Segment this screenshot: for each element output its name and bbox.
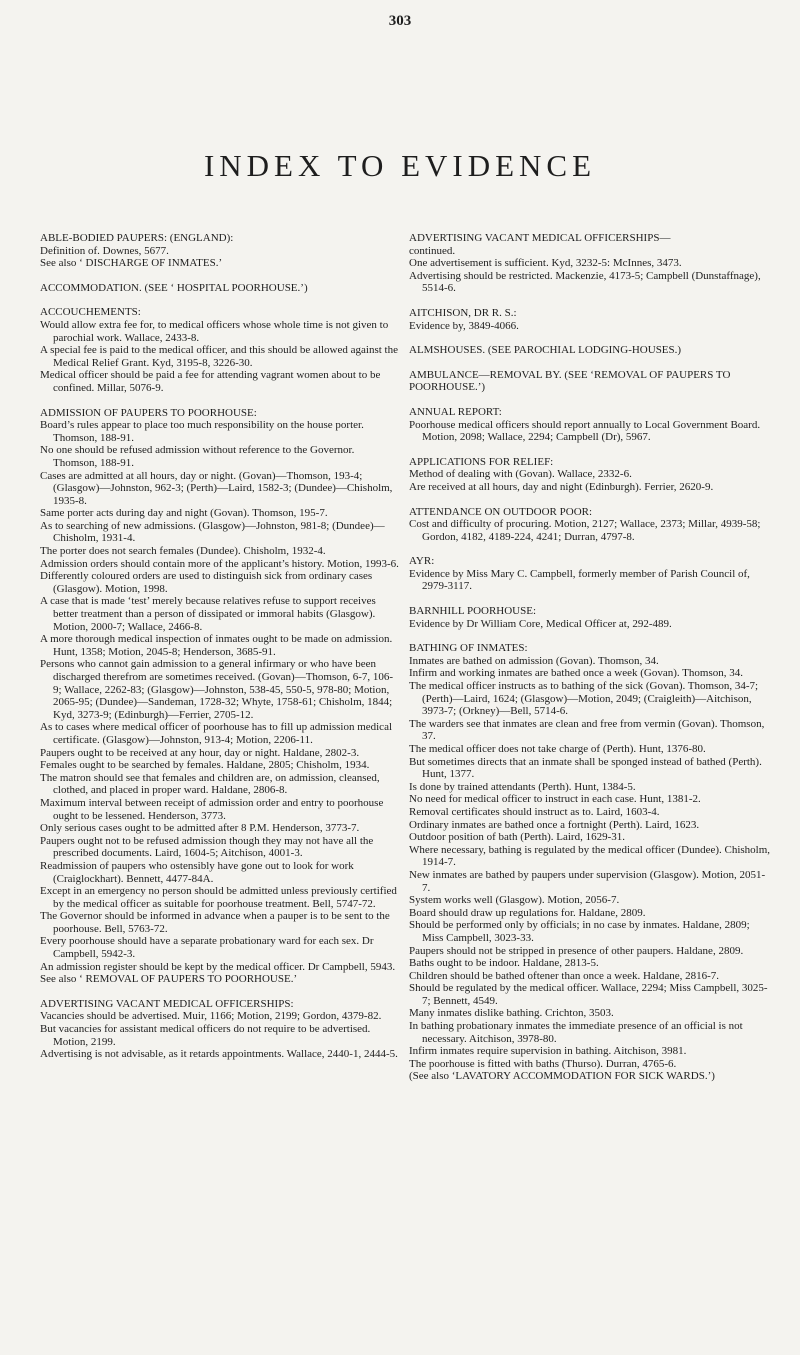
entry-line: Where necessary, bathing is regulated by the medical officer (Dundee). Chisholm, 1914-7. [409, 843, 771, 869]
entry-line: Only serious cases ought to be admitted after 8 P.M. Henderson, 3773-7. [40, 822, 360, 835]
entry-line: Cost and difficulty of procuring. Motion, 2127; Wallace, 2373; Millar, 4939-58; Gordon, 4182, 4189-224, 4241; Durran, 4797-8. [409, 518, 761, 543]
entry-line: Would allow extra fee for, to medical officers whose whole time is not given to parochial work. Wallace, 2433-8. [40, 318, 389, 344]
entry-line: But vacancies for assistant medical officers do not require to be advertised. Motion, 2199. [40, 1023, 371, 1048]
entry-line: Infirm inmates require supervision in bathing. Aitchison, 3981. [409, 1045, 687, 1058]
index-entry [409, 369, 771, 394]
entry-line: (See also ‘LAVATORY ACCOMMODATION FOR SICK WARDS.’) [409, 1070, 715, 1083]
entry-line: The matron should see that females and children are, on admission, cleansed, clothed, and placed in proper ward. Haldane, 2806-8. [40, 771, 380, 797]
entry-line: Cases are admitted at all hours, day or night. (Govan)—Thomson, 193-4; (Glasgow)—Johnston, 962-3; (Perth)—Laird, 1582-3; (Dundee)—Chisholm, 1935-8. [40, 469, 393, 507]
index-entry [409, 232, 771, 295]
entry-line: Persons who cannot gain admission to a general infirmary or who have been discharged therefrom are sometimes received. (Govan)—Thomson, 6-7, 106-9; Wallace, 2262-83; (Glasgow)—Johnston, 538-45, 550-5, 978-80; Motion, 2065-95; (Dundee)—Sandeman, 1728-32; Whyte, 1758-61; Chisholm, 1844; Kyd, 3273-9; (Edinburgh)—Ferrier, 2705-12. [40, 658, 394, 721]
entry-heading: ACCOMMODATION. (SEE ‘ HOSPITAL POORHOUSE.’) [40, 281, 308, 294]
entry-line: Is done by trained attendants (Perth). Hunt, 1384-5. [409, 780, 636, 793]
entry-line: Advertising is not advisable, as it retards appointments. Wallace, 2440-1, 2444-5. [40, 1048, 398, 1061]
entry-line: Infirm and working inmates are bathed once a week (Govan). Thomson, 34. [409, 667, 743, 680]
entry-line: The medical officer does not take charge of (Perth). Hunt, 1376-80. [409, 743, 706, 755]
entry-line: Baths ought to be indoor. Haldane, 2813-5. [409, 957, 599, 970]
entry-line: A case that is made ‘test’ merely because relatives refuse to support receives better treatment than a person of dissipated or immoral habits (Glasgow). Motion, 2000-7; Wallace, 2466-8. [40, 595, 376, 633]
entry-line: Should be regulated by the medical officer. Wallace, 2294; Miss Campbell, 3025-7; Bennett, 4549. [409, 982, 768, 1007]
entry-line: Paupers ought to be received at any hour, day or night. Haldane, 2802-3. [40, 746, 360, 759]
entry-line: Females ought to be searched by females. Haldane, 2805; Chisholm, 1934. [40, 759, 370, 772]
entry-line: New inmates are bathed by paupers under supervision (Glasgow). Motion, 2051-7. [409, 868, 766, 894]
entry-line: Board should draw up regulations for. Haldane, 2809. [409, 906, 646, 919]
entry-line: Medical officer should be paid a fee for attending vagrant women about to be confined. Millar, 5076-9. [40, 369, 381, 394]
entry-line: In bathing probationary inmates the immediate presence of an official is not necessary. Aitchison, 3978-80. [409, 1020, 743, 1045]
index-entry [40, 232, 400, 270]
entry-line: continued. [409, 244, 456, 257]
entry-line: One advertisement is sufficient. Kyd, 3232-5: McInnes, 3473. [409, 257, 682, 270]
entry-heading: AYR: [409, 555, 435, 568]
entry-line: As to searching of new admissions. (Glasgow)—Johnston, 981-8; (Dundee)—Chisholm, 1931-4. [40, 519, 385, 545]
entry-line: Evidence by Dr William Core, Medical Officer at, 292-489. [409, 617, 672, 630]
entry-heading: ALMSHOUSES. (SEE PAROCHIAL LODGING-HOUSES.) [409, 344, 682, 357]
page-title: INDEX TO EVIDENCE [203, 148, 597, 183]
entry-heading: AITCHISON, DR R. S.: [409, 306, 517, 319]
entry-line: Outdoor position of bath (Perth). Laird, 1629-31. [409, 831, 625, 844]
index-entry [409, 307, 771, 332]
entry-line: No need for medical officer to instruct in each case. Hunt, 1381-2. [409, 793, 701, 806]
entry-heading: ADMISSION OF PAUPERS TO POORHOUSE: [40, 406, 257, 419]
entry-line: Differently coloured orders are used to distinguish sick from ordinary cases (Glasgow). Motion, 1998. [40, 570, 373, 595]
entry-line: Board’s rules appear to place too much responsibility on the house porter. Thomson, 188-91. [40, 419, 364, 444]
entry-heading: ANNUAL REPORT: [409, 405, 502, 418]
entry-line: The warders see that inmates are clean and free from vermin (Govan). Thomson, 37. [409, 717, 765, 743]
entry-line: System works well (Glasgow). Motion, 2056-7. [409, 894, 620, 907]
entry-line: The medical officer instructs as to bathing of the sick (Govan). Thomson, 34-7; (Perth)—Laird, 1624; (Glasgow)—Motion, 2049; (Craigleith)—Aitchison, 3973-7; (Orkney)—Bell, 5714-6. [409, 680, 759, 718]
entry-line: Vacancies should be advertised. Muir, 1166; Motion, 2199; Gordon, 4379-82. [40, 1010, 382, 1023]
entry-line: Paupers ought not to be refused admission though they may not have all the prescribed documents. Laird, 1604-5; Aitchison, 4001-3. [40, 834, 374, 860]
entry-line: As to cases where medical officer of poorhouse has to fill up admission medical certificate. (Glasgow)—Johnston, 913-4; Motion, 2206-11. [40, 721, 393, 746]
entry-heading: ACCOUCHEMENTS: [40, 306, 141, 319]
entry-line: See also ‘ REMOVAL OF PAUPERS TO POORHOUSE.’ [40, 973, 298, 986]
index-entry [409, 605, 771, 630]
entry-line: Poorhouse medical officers should report annually to Local Government Board. Motion, 2098; Wallace, 2294; Campbell (Dr), 5967. [409, 418, 761, 444]
entry-line: Same porter acts during day and night (Govan). Thomson, 195-7. [40, 507, 328, 520]
entry-line: Children should be bathed oftener than once a week. Haldane, 2816-7. [409, 969, 720, 982]
entry-line: Maximum interval between receipt of admission order and entry to poorhouse ought to be lessened. Henderson, 3773. [40, 796, 384, 822]
entry-heading: ATTENDANCE ON OUTDOOR POOR: [409, 505, 593, 518]
entry-line: A special fee is paid to the medical officer, and this should be allowed against the Medical Relief Grant. Kyd, 3195-8, 3226-30. [40, 344, 398, 369]
index-entry [40, 407, 400, 986]
entry-line: Definition of. Downes, 5677. [40, 244, 169, 257]
index-entry [409, 506, 771, 544]
page-number: 303 [388, 13, 412, 29]
entry-line: Paupers should not be stripped in presence of other paupers. Haldane, 2809. [409, 944, 744, 957]
entry-line: Ordinary inmates are bathed once a fortnight (Perth). Laird, 1623. [409, 818, 700, 831]
index-column-right [409, 232, 771, 1095]
entry-line: Evidence by, 3849-4066. [409, 319, 519, 332]
entry-heading: ADVERTISING VACANT MEDICAL OFFICERSHIPS: [40, 997, 294, 1010]
index-entry [409, 642, 771, 1083]
entry-heading: BATHING OF INMATES: [409, 642, 528, 655]
entry-line: The Governor should be informed in advance when a pauper is to be sent to the poorhouse. Bell, 5763-72. [40, 910, 390, 935]
index-entry [409, 456, 771, 494]
entry-line: The poorhouse is fitted with baths (Thurso). Durran, 4765-6. [409, 1057, 677, 1070]
index-entry [40, 282, 400, 295]
entry-heading: ADVERTISING VACANT MEDICAL OFFICERSHIPS— [409, 232, 671, 244]
entry-line: No one should be refused admission without reference to the Governor. Thomson, 188-91. [40, 444, 355, 469]
entry-heading: ABLE-BODIED PAUPERS: (ENGLAND): [40, 232, 234, 244]
entry-line: An admission register should be kept by the medical officer. Dr Campbell, 5943. [40, 960, 396, 973]
index-column-left [40, 232, 400, 1073]
index-entry [409, 344, 771, 357]
entry-line: Many inmates dislike bathing. Crichton, 3503. [409, 1007, 614, 1020]
index-entry [40, 306, 400, 394]
entry-line: Advertising should be restricted. Mackenzie, 4173-5; Campbell (Dunstaffnage), 5514-6. [409, 269, 761, 295]
index-entry [40, 998, 400, 1061]
index-entry [409, 555, 771, 593]
entry-line: A more thorough medical inspection of inmates ought to be made on admission. Hunt, 1358; Motion, 2045-8; Henderson, 3685-91. [40, 633, 393, 658]
entry-line: Inmates are bathed on admission (Govan). Thomson, 34. [409, 654, 659, 667]
entry-line: Except in an emergency no person should be admitted unless previously certified by the medical officer as suitable for poorhouse treatment. Bell, 5747-72. [40, 885, 397, 910]
entry-heading: AMBULANCE—REMOVAL BY. (SEE ‘REMOVAL OF PAUPERS TO POORHOUSE.’) [409, 368, 731, 394]
entry-line: Readmission of paupers who ostensibly have gone out to look for work (Craiglockhart). Bennett, 4477-84A. [40, 859, 354, 885]
entry-line: Admission orders should contain more of the applicant’s history. Motion, 1993-6. [40, 557, 399, 570]
entry-line: Evidence by Miss Mary C. Campbell, formerly member of Parish Council of, 2979-3117. [409, 567, 750, 593]
entry-line: Method of dealing with (Govan). Wallace, 2332-6. [409, 468, 632, 481]
index-entry [409, 406, 771, 444]
entry-line: See also ‘ DISCHARGE OF INMATES.’ [40, 257, 223, 270]
entry-line: Every poorhouse should have a separate probationary ward for each sex. Dr Campbell, 5942-3. [40, 935, 374, 961]
entry-line: But sometimes directs that an inmate shall be sponged instead of bathed (Perth). Hunt, 1377. [409, 755, 762, 781]
entry-line: Removal certificates should instruct as to. Laird, 1603-4. [409, 805, 660, 818]
entry-heading: APPLICATIONS FOR RELIEF: [409, 455, 554, 468]
entry-line: The porter does not search females (Dundee). Chisholm, 1932-4. [40, 545, 326, 558]
entry-heading: BARNHILL POORHOUSE: [409, 605, 537, 618]
entry-line: Should be performed only by officials; in no case by inmates. Haldane, 2809; Miss Campbell, 3023-33. [409, 919, 750, 944]
entry-line: Are received at all hours, day and night (Edinburgh). Ferrier, 2620-9. [409, 480, 714, 493]
